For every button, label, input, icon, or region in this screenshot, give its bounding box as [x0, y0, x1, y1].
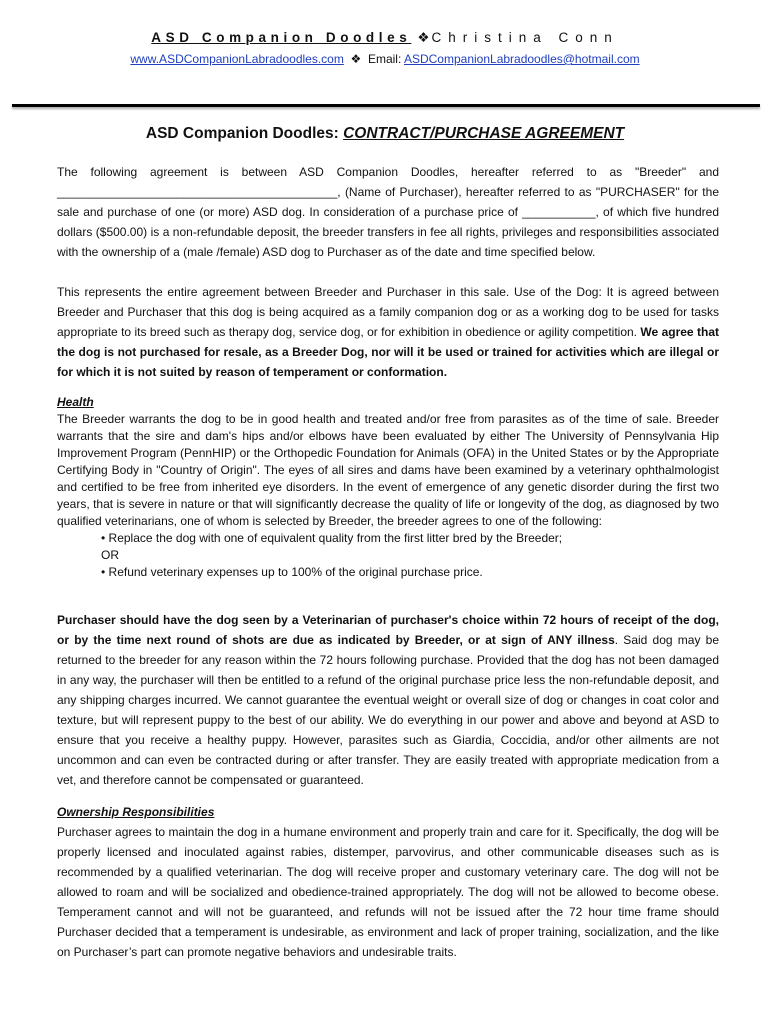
vet-section — [57, 610, 719, 790]
website-link[interactable]: www.ASDCompanionLabradoodles.com — [130, 52, 344, 66]
health-paragraph: The Breeder warrants the dog to be in good health and treated and/or free from parasites as of the time of sale. Breeder warrants that the sire and dam's hips and/or elbows have been evaluated by either The University of Pennsylvania Hip Improvement Program (PennHIP) or the Orthopedic Foundation for Animals (OFA) in the United States or by the Appropriate Certifying Body in "Country of Origin". The eyes of all sires and dams have been examined by a veterinary ophthalmologist and certified to be free from inherited eye disorders. In the event of emergence of any genetic disorder during the first two years, that is severe in nature or that will significantly decrease the quality of life or longevity of the dog, as diagnosed by two qualified veterinarians, one of whom is selected by Breeder, the breeder agrees to one of the following: — [57, 412, 719, 528]
diamond-bullet-icon: ❖ — [417, 30, 430, 45]
ownership-paragraph: Purchaser agrees to maintain the dog in a humane environment and properly train and care for it. Specifically, the dog will be properly licensed and inoculated against rabies, distemper, parvovirus, and other communicable diseases such as is recommended by a qualified veterinarian. The dog will receive proper and customary veterinary care. The dog will not be allowed to roam and will be socialized and obedience-trained appropriately. The dog will not be allowed to become obese. Temperament cannot and will not be guaranteed, and refunds will not be issued after the 72 hour time frame should Purchaser decided that a temperament is undesirable, as environment and lack of proper training, socialization, and the like on Purchaser’s part can promote negative behaviors and undesirable traits. — [57, 825, 719, 959]
title-emphasis: CONTRACT/PURCHASE AGREEMENT — [343, 125, 625, 142]
vet-requirement: Purchaser should have the dog seen by a Veterinarian of purchaser's choice within 72 hours of receipt of the dog, or by the time next round of shots are due as indicated by Breeder, or at sign of ANY illness — [57, 613, 719, 647]
email-link[interactable]: ASDCompanionLabradoodles@hotmail.com — [403, 52, 640, 66]
ownership-section — [57, 802, 719, 962]
letterhead-title — [0, 30, 770, 46]
health-option-refund: • Refund veterinary expenses up to 100% of the original purchase price. — [101, 565, 483, 579]
diamond-bullet-icon: ❖ — [350, 52, 362, 66]
ownership-heading: Ownership Responsibilities — [57, 805, 215, 819]
owner-name: Christina Conn — [431, 30, 619, 45]
intro-paragraph: The following agreement is between ASD Companion Doodles, hereafter referred to as "Breeder" and __________________________________________, (Name of Purchaser), hereafter referred to as "PURCHASER" for the sale and purchase of one (or more) ASD dog. In consideration of a purchase price of ___________, of which five hundred dollars ($500.00) is a non-refundable deposit, the breeder transfers in fee all rights, privileges and responsibilities associated with the ownership of a (male /female) ASD dog to Purchaser as of the date and time specified below. — [57, 165, 719, 259]
agreement-text: This represents the entire agreement between Breeder and Purchaser in this sale. Use of the Dog: It is agreed between Breeder and Purchaser that this dog is being acquired as a family companion dog or as a working dog to be used for tasks appropriate to its breed such as therapy dog, service dog, or for exhibition in obedience or agility competition. — [57, 285, 719, 339]
email-label: Email: — [367, 52, 402, 66]
intro-section — [57, 162, 719, 262]
letterhead-contact — [0, 52, 770, 66]
health-heading: Health — [57, 395, 94, 409]
resale-clause: We agree that the dog is not purchased for resale, as a Breeder Dog, nor will it be used or trained for activities which are illegal or for which it is not suited by reason of temperament or conformation. — [57, 325, 719, 379]
page-title — [0, 125, 770, 143]
agreement-section — [57, 282, 719, 382]
title-prefix: ASD Companion Doodles: — [145, 125, 344, 142]
agreement-paragraph — [57, 282, 719, 382]
brand-name: ASD Companion Doodles — [151, 30, 412, 45]
vet-text: . Said dog may be returned to the breeder for any reason within the 72 hours following purchase. Provided that the dog has not been damaged in any way, the purchaser will then be entitled to a refund of the original purchase price less the non-refundable deposit, and any shipping charges incurred. We cannot guarantee the eventual weight or overall size of dog or changes in coat color and texture, but will represent puppy to the best of our ability. We do everything in our power and above and beyond at ASD to ensure that you receive a healthy puppy. However, parasites such as Giardia, Coccidia, and/or other ailments are not uncommon and can even be contracted during or after transfer. They are easily treated with appropriate medication from a vet, and therefore cannot be compensated or guaranteed. — [57, 633, 719, 787]
health-option-replace: • Replace the dog with one of equivalent quality from the first litter bred by the Breeder; — [101, 531, 563, 545]
vet-paragraph — [57, 610, 719, 790]
health-option-or: OR — [101, 548, 119, 562]
header-divider — [12, 104, 760, 107]
health-section — [57, 394, 719, 581]
